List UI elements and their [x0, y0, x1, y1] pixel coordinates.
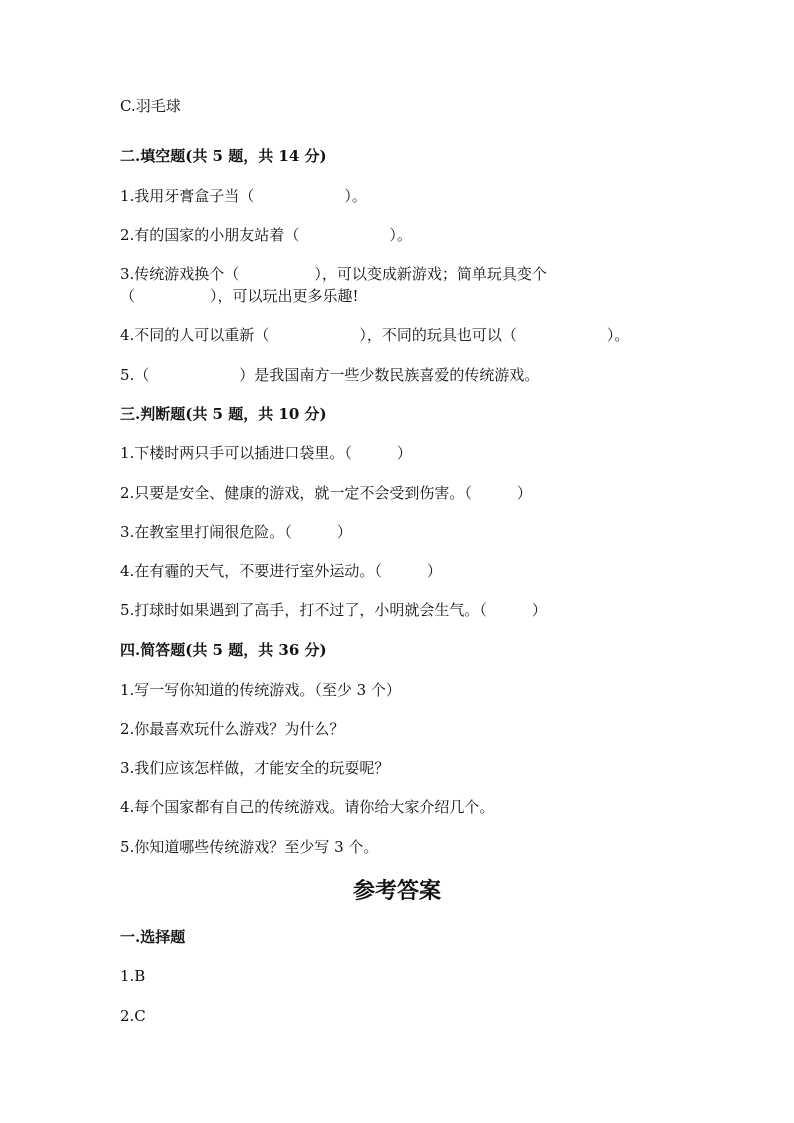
answer-key-title: 参考答案 [352, 878, 441, 904]
fill-blank-question-1: 1.我用牙膏盒子当（ ）。 [120, 187, 367, 205]
fill-blank-question-3-line-2: （ ），可以玩出更多乐趣! [120, 287, 359, 305]
short-answer-question-5: 5.你知道哪些传统游戏？至少写 3 个。 [120, 838, 379, 856]
fill-blank-question-3-line-1: 3.传统游戏换个（ ），可以变成新游戏；简单玩具变个 [120, 265, 547, 283]
short-answer-question-1: 1.写一写你知道的传统游戏。（至少 3 个） [120, 681, 401, 699]
answer-item-1: 1.B [120, 967, 146, 985]
answer-item-2: 2.C [120, 1007, 146, 1025]
fill-blank-question-5: 5.（ ）是我国南方一些少数民族喜爱的传统游戏。 [120, 366, 540, 384]
true-false-question-2: 2.只要是安全、健康的游戏，就一定不会受到伤害。（ ） [120, 484, 532, 502]
answer-section-choice-title: 一.选择题 [120, 928, 186, 946]
short-answer-question-2: 2.你最喜欢玩什么游戏？为什么？ [120, 720, 345, 738]
previous-question-option: C.羽毛球 [120, 97, 181, 115]
section-fill-blank-title: 二.填空题(共 5 题，共 14 分) [120, 147, 327, 165]
short-answer-question-3: 3.我们应该怎样做，才能安全的玩耍呢？ [120, 759, 390, 777]
section-short-answer-title: 四.简答题(共 5 题，共 36 分) [120, 641, 327, 659]
true-false-question-4: 4.在有霾的天气，不要进行室外运动。（ ） [120, 562, 442, 580]
true-false-question-1: 1.下楼时两只手可以插进口袋里。（ ） [120, 444, 412, 462]
true-false-question-3: 3.在教室里打闹很危险。（ ） [120, 523, 352, 541]
fill-blank-question-2: 2.有的国家的小朋友站着（ ）。 [120, 226, 412, 244]
true-false-question-5: 5.打球时如果遇到了高手，打不过了，小明就会生气。（ ） [120, 601, 547, 619]
fill-blank-question-4: 4.不同的人可以重新（ ），不同的玩具也可以（ ）。 [120, 326, 630, 344]
section-true-false-title: 三.判断题(共 5 题，共 10 分) [120, 405, 327, 423]
short-answer-question-4: 4.每个国家都有自己的传统游戏。请你给大家介绍几个。 [120, 798, 495, 816]
